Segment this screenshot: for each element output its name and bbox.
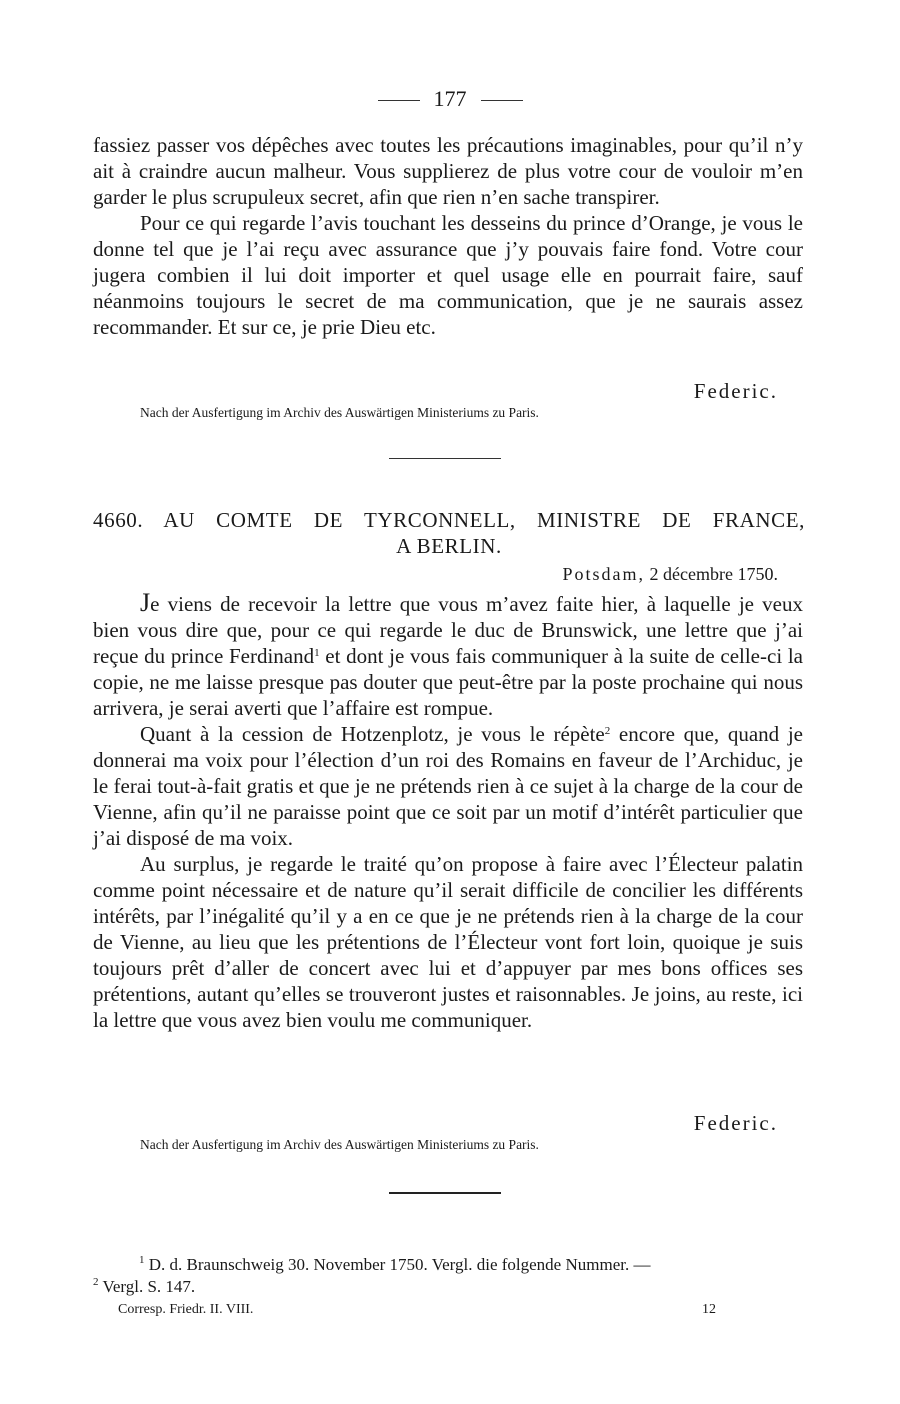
dateline	[563, 564, 778, 585]
letter-paragraph-text: encore que, quand je donnerai ma voix pour l’élection d’un roi des Romains en faveur de l’Archiduc, je le ferai tout-à-fait gratis et que je ne prétends rien à ce sujet à la charge de la cour de Vienne, afin qu’il ne paraisse point que ce soit par un motif d’intérêt particulier que j’ai disposé de ma voix.	[93, 722, 803, 850]
sheet-number: 12	[702, 1302, 716, 1317]
continuation-paragraph: fassiez passer vos dépêches avec toutes les précautions imaginables, pour qu’il n’y ait à craindre aucun malheur. Vous supplierez de plus votre cour de vouloir m’en garder le plus scrupuleux secret, afin que rien n’en sache transpirer.	[93, 133, 803, 209]
letter-heading-line1: 4660. AU COMTE DE TYRCONNELL, MINISTRE DE FRANCE,	[93, 508, 805, 532]
source-note: Nach der Ausfertigung im Archiv des Auswärtigen Ministeriums zu Paris.	[140, 405, 539, 420]
footnote-text: D. d. Braunschweig 30. November 1750. Vergl. die folgende Nummer. —	[144, 1255, 651, 1274]
footnote-mark: 2	[93, 1276, 99, 1288]
source-note: Nach der Ausfertigung im Archiv des Auswärtigen Ministeriums zu Paris.	[140, 1137, 539, 1152]
footnotes	[93, 1254, 805, 1298]
page-number: 177	[433, 86, 467, 111]
letter-heading	[93, 507, 805, 559]
letter-heading-line2: A BERLIN.	[396, 534, 502, 558]
signature-mark: Corresp. Friedr. II. VIII.	[118, 1302, 254, 1317]
footnote-text: Vergl. S. 147.	[98, 1277, 196, 1296]
continuation-paragraph: Pour ce qui regarde l’avis touchant les desseins du prince d’Orange, je vous le donne tel que je l’ai reçu avec assurance que j’y pouvais faire fond. Votre cour jugera combien il lui doit importer et quel usage elle en pourrait faire, sauf néanmoins toujours le secret de ma communication, que je ne saurais assez recommander. Et sur ce, je prie Dieu etc.	[93, 211, 803, 339]
header-dash-right	[481, 100, 523, 101]
letter-paragraph-text: et dont je vous fais communiquer à la suite de celle-ci la copie, ne me laisse presque pas douter que peut-être par la poste prochaine qui nous arrivera, je serai averti que l’affaire est rompue.	[93, 644, 803, 720]
letter-paragraph-text: Quant à la cession de Hotzenplotz, je vous le répète	[140, 722, 605, 746]
dateline-place: Potsdam,	[562, 564, 646, 584]
page-header	[0, 86, 900, 112]
letter-paragraph-text: Je viens de recevoir la lettre que vous m’avez faite hier, à laquelle je veux bien vous dire que, pour ce qui regarde le duc de Brunswick, une lettre que j’ai reçue du prince Ferdinand	[93, 588, 803, 668]
footnote-divider	[389, 1192, 501, 1194]
footnote-mark: 1	[139, 1254, 145, 1266]
footnote	[93, 1254, 805, 1276]
signature: Federic.	[693, 1111, 778, 1135]
dateline-date: 2 décembre 1750.	[649, 564, 778, 584]
section-divider	[389, 458, 501, 459]
page-footer	[118, 1302, 716, 1318]
letter-body	[93, 590, 803, 1033]
footnote	[93, 1277, 195, 1296]
header-dash-left	[378, 100, 420, 101]
letter-paragraph	[93, 590, 803, 721]
footnote-ref: 1	[314, 647, 320, 659]
footnote-ref: 2	[604, 725, 611, 737]
signature: Federic.	[693, 379, 778, 403]
letter-paragraph	[93, 721, 803, 851]
letter-paragraph: Au surplus, je regarde le traité qu’on propose à faire avec l’Électeur palatin comme point nécessaire et de nature qu’il serait difficile de concilier les différents intérêts, par l’inégalité qu’il y a en ce que je ne prétends rien à la charge de la cour de Vienne, au lieu que les prétentions de l’Électeur vont fort loin, quoique je suis toujours prêt d’aller de concert avec lui et d’appuyer par mes bons offices ses prétentions, autant qu’elles se trouveront justes et raisonnables. Je joins, au reste, ici la lettre que vous avez bien voulu me communiquer.	[93, 852, 803, 1032]
continuation-text	[93, 132, 803, 340]
